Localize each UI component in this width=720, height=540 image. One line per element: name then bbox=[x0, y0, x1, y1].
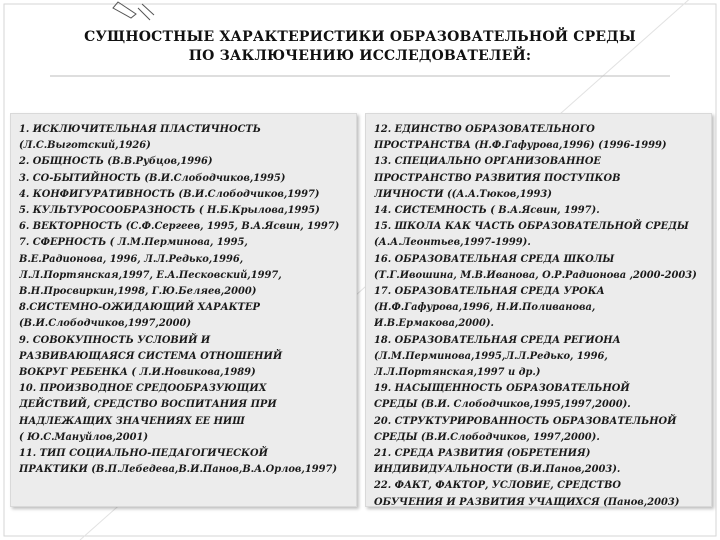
list-line: 10. ПРОИЗВОДНОЕ СРЕДООБРАЗУЮЩИХ bbox=[19, 383, 267, 395]
list-line: ЛИЧНОСТИ ((А.А.Тюков,1993) bbox=[374, 188, 552, 200]
list-line: 19. НАСЫЩЕННОСТЬ ОБРАЗОВАТЕЛЬНОЙ bbox=[374, 383, 630, 395]
list-line: (Т.Г.Ивошина, М.В.Иванова, О.Р.Радионова ,2000-2003) bbox=[374, 269, 697, 281]
list-line: 5. КУЛЬТУРОСООБРАЗНОСТЬ ( Н.Б.Крылова,1995) bbox=[19, 205, 320, 217]
list-line: (А.А.Леонтьев,1997-1999). bbox=[374, 237, 531, 249]
left-column-panel bbox=[10, 113, 357, 507]
list-line: 13. СПЕЦИАЛЬНО ОРГАНИЗОВАННОЕ bbox=[374, 156, 601, 168]
list-line: Л.Л.Портянская,1997 и др.) bbox=[374, 367, 541, 379]
list-line: И.В.Ермакова,2000). bbox=[374, 318, 494, 330]
list-line: ( Ю.С.Мануйлов,2001) bbox=[19, 431, 149, 443]
list-line: ДЕЙСТВИЙ, СРЕДСТВО ВОСПИТАНИЯ ПРИ bbox=[19, 399, 277, 411]
list-line: 2. ОБЩНОСТЬ (В.В.Рубцов,1996) bbox=[19, 156, 213, 168]
list-line: ИНДИВИДУАЛЬНОСТИ (В.И.Панов,2003). bbox=[374, 464, 621, 476]
list-line: ПРОСТРАНСТВО РАЗВИТИЯ ПОСТУПКОВ bbox=[374, 172, 621, 184]
list-line: 14. СИСТЕМНОСТЬ ( В.А.Ясвин, 1997). bbox=[374, 205, 600, 217]
list-line: 9. СОВОКУПНОСТЬ УСЛОВИЙ И bbox=[19, 334, 211, 346]
list-line: 11. ТИП СОЦИАЛЬНО-ПЕДАГОГИЧЕСКОЙ bbox=[19, 448, 268, 460]
list-line: СРЕДЫ (В.И.Слободчиков, 1997,2000). bbox=[374, 431, 600, 443]
list-line: 15. ШКОЛА КАК ЧАСТЬ ОБРАЗОВАТЕЛЬНОЙ СРЕДЫ bbox=[374, 221, 689, 233]
list-line: (Л.М.Перминова,1995,Л.Л.Редько, 1996, bbox=[374, 350, 608, 362]
list-line: Л.Л.Портянская,1997, Е.А.Песковский,1997, bbox=[19, 269, 282, 281]
list-line: 3. СО-БЫТИЙНОСТЬ (В.И.Слободчиков,1995) bbox=[19, 172, 286, 184]
right-column-panel bbox=[365, 113, 712, 507]
list-line: 16. ОБРАЗОВАТЕЛЬНАЯ СРЕДА ШКОЛЫ bbox=[374, 253, 615, 265]
title-line-2: ПО ЗАКЛЮЧЕНИЮ ИССЛЕДОВАТЕЛЕЙ: bbox=[188, 48, 532, 64]
list-line: 6. ВЕКТОРНОСТЬ (С.Ф.Сергеев, 1995, В.А.Ясвин, 1997) bbox=[19, 221, 340, 233]
list-line: СРЕДЫ (В.И. Слободчиков,1995,1997,2000). bbox=[374, 399, 631, 411]
list-line: 18. ОБРАЗОВАТЕЛЬНАЯ СРЕДА РЕГИОНА bbox=[374, 334, 621, 346]
list-line: 12. ЕДИНСТВО ОБРАЗОВАТЕЛЬНОГО bbox=[374, 124, 595, 135]
page-title bbox=[40, 28, 680, 66]
list-line: 7. СФЕРНОСТЬ ( Л.М.Перминова, 1995, bbox=[19, 237, 248, 249]
list-line: 21. СРЕДА РАЗВИТИЯ (ОБРЕТЕНИЯ) bbox=[374, 448, 591, 460]
list-line: НАДЛЕЖАЩИХ ЗНАЧЕНИЯХ ЕЕ НИШ bbox=[19, 415, 245, 427]
list-line: ПРОСТРАНСТВА (Н.Ф.Гафурова,1996) (1996-1999) bbox=[374, 140, 667, 152]
list-line: (В.И.Слободчиков,1997,2000) bbox=[19, 318, 191, 330]
sketch-figure-icon bbox=[113, 2, 154, 20]
list-line: РАЗВИВАЮЩАЯСЯ СИСТЕМА ОТНОШЕНИЙ bbox=[19, 350, 283, 362]
list-line: 8.СИСТЕМНО-ОЖИДАЮЩИЙ ХАРАКТЕР bbox=[19, 302, 260, 314]
list-line: 20. СТРУКТУРИРОВАННОСТЬ ОБРАЗОВАТЕЛЬНОЙ bbox=[374, 415, 677, 427]
list-line: 1. ИСКЛЮЧИТЕЛЬНАЯ ПЛАСТИЧНОСТЬ bbox=[19, 124, 261, 135]
list-line: 22. ФАКТ, ФАКТОР, УСЛОВИЕ, СРЕДСТВО bbox=[374, 480, 621, 492]
list-line: В.Н.Просвиркин,1998, Г.Ю.Беляев,2000) bbox=[19, 286, 257, 298]
list-line: В.Е.Радионова, 1996, Л.Л.Редько,1996, bbox=[19, 253, 244, 265]
list-line: ОБУЧЕНИЯ И РАЗВИТИЯ УЧАЩИХСЯ (Панов,2003) bbox=[374, 496, 680, 508]
list-line: ПРАКТИКИ (В.П.Лебедева,В.И.Панов,В.А.Орлов,1997) bbox=[19, 464, 337, 476]
list-line: 4. КОНФИГУРАТИВНОСТЬ (В.И.Слободчиков,1997) bbox=[19, 188, 320, 200]
list-line: (Н.Ф.Гафурова,1996, Н.И.Поливанова, bbox=[374, 302, 596, 314]
list-line: ВОКРУГ РЕБЕНКА ( Л.И.Новикова,1989) bbox=[19, 367, 256, 379]
title-line-1: СУЩНОСТНЫЕ ХАРАКТЕРИСТИКИ ОБРАЗОВАТЕЛЬНОЙ СРЕДЫ bbox=[84, 29, 636, 45]
list-line: 17. ОБРАЗОВАТЕЛЬНАЯ СРЕДА УРОКА bbox=[374, 286, 605, 298]
list-line: (Л.С.Выготский,1926) bbox=[19, 140, 151, 152]
